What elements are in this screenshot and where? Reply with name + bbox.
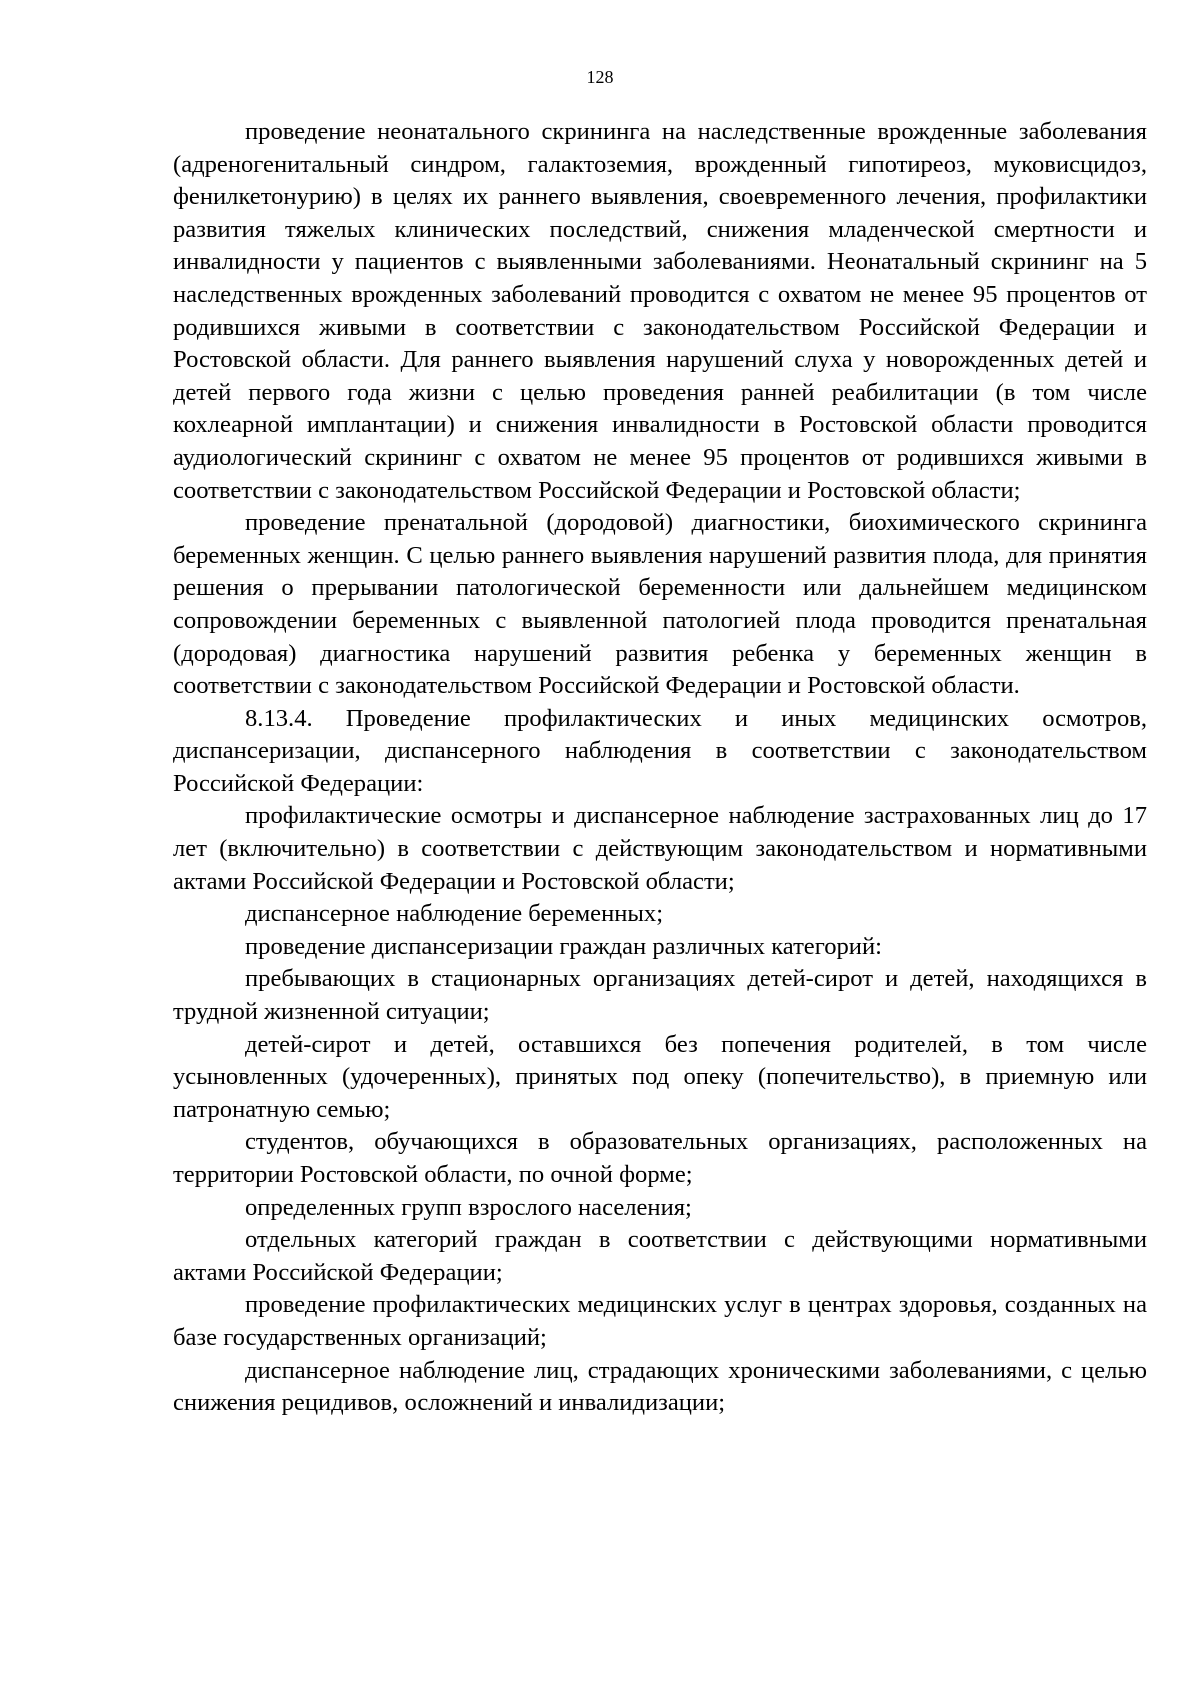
paragraph-pregnancy-observation: диспансерное наблюдение беременных;: [245, 900, 664, 928]
paragraph-orphans-in-families: детей-сирот и детей, оставшихся без попечения родителей, в том числе усыновленных (удочеренных), принятых под опеку (попечительство), в приемную или патронатную семью;: [173, 1030, 1147, 1123]
paragraph-orphans-in-institutions: пребывающих в стационарных организациях детей-сирот и детей, находящихся в трудной жизненной ситуации;: [173, 965, 1147, 1026]
paragraph-preventive-exams: профилактические осмотры и диспансерное наблюдение застрахованных лиц до 17 лет (включительно) в соответствии с действующим законодательством и нормативными актами Российской Федерации и Ростовской области;: [173, 802, 1147, 895]
paragraph-dispensarization: проведение диспансеризации граждан различных категорий:: [245, 932, 882, 960]
paragraph-prenatal-diagnostics: проведение пренатальной (дородовой) диагностики, биохимического скрининга беременных женщин. С целью раннего выявления нарушений развития плода, для принятия решения о прерывании патологической беременности или дальнейшем медицинском сопровождении беременных с выявленной патологией плода проводится пренатальная (дородовая) диагностика нарушений развития ребенка у беременных женщин в соответствии с законодательством Российской Федерации и Ростовской области.: [173, 509, 1147, 700]
paragraph-section-8-13-4: 8.13.4. Проведение профилактических и иных медицинских осмотров, диспансеризации, диспансерного наблюдения в соответствии с законодательством Российской Федерации:: [173, 704, 1147, 797]
paragraph-adult-groups: определенных групп взрослого населения;: [245, 1193, 692, 1221]
page-number: 128: [586, 67, 614, 87]
body-text: [173, 116, 1147, 1420]
paragraph-neonatal-screening: проведение неонатального скрининга на наследственные врожденные заболевания (адреногенитальный синдром, галактоземия, врожденный гипотиреоз, муковисцидоз, фенилкетонурию) в целях их раннего выявления, своевременного лечения, профилактики развития тяжелых клинических последствий, снижения младенческой смертности и инвалидности у пациентов с выявленными заболеваниями. Неонатальный скрининг на 5 наследственных врожденных заболеваний проводится с охватом не менее 95 процентов от родившихся живыми в соответствии с законодательством Российской Федерации и Ростовской области. Для раннего выявления нарушений слуха у новорожденных детей и детей первого года жизни с целью проведения ранней реабилитации (в том числе кохлеарной имплантации) и снижения инвалидности в Ростовской области проводится аудиологический скрининг с охватом не менее 95 процентов от родившихся живыми в соответствии с законодательством Российской Федерации и Ростовской области;: [173, 118, 1147, 504]
paragraph-citizen-categories: отдельных категорий граждан в соответствии с действующими нормативными актами Российской Федерации;: [173, 1226, 1147, 1286]
paragraph-chronic-diseases: диспансерное наблюдение лиц, страдающих хроническими заболеваниями, с целью снижения рецидивов, осложнений и инвалидизации;: [173, 1356, 1147, 1417]
paragraph-health-centers: проведение профилактических медицинских услуг в центрах здоровья, созданных на базе государственных организаций;: [173, 1291, 1147, 1351]
paragraph-students: студентов, обучающихся в образовательных организациях, расположенных на территории Ростовской области, по очной форме;: [173, 1128, 1147, 1188]
